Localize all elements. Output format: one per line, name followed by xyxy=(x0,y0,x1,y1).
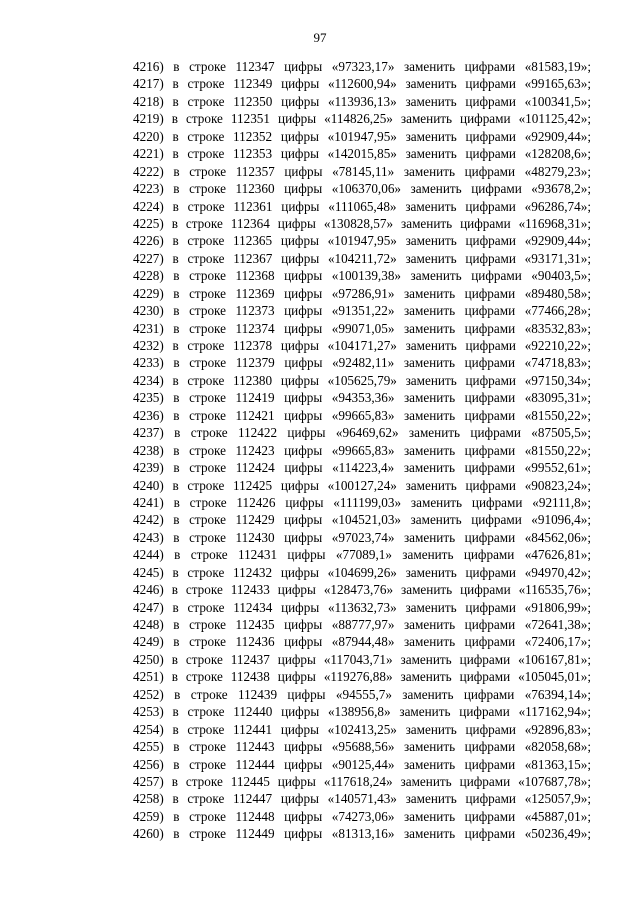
amendment-line: 4260) в строке 112449 цифры «81313,16» заменить цифрами «50236,49»; xyxy=(133,826,591,842)
amendment-line: 4245) в строке 112432 цифры «104699,26» заменить цифрами «94970,42»; xyxy=(133,564,591,580)
amendment-line: 4241) в строке 112426 цифры «111199,03» заменить цифрами «92111,8»; xyxy=(133,494,591,510)
amendment-line: 4259) в строке 112448 цифры «74273,06» заменить цифрами «45887,01»; xyxy=(133,808,591,824)
amendment-line: 4236) в строке 112421 цифры «99665,83» заменить цифрами «81550,22»; xyxy=(133,407,591,423)
amendment-line: 4222) в строке 112357 цифры «78145,11» заменить цифрами «48279,23»; xyxy=(133,163,591,179)
amendment-line: 4231) в строке 112374 цифры «99071,05» заменить цифрами «83532,83»; xyxy=(133,320,591,336)
amendment-line: 4254) в строке 112441 цифры «102413,25» заменить цифрами «92896,83»; xyxy=(133,721,591,737)
amendment-line: 4218) в строке 112350 цифры «113936,13» заменить цифрами «100341,5»; xyxy=(133,93,591,109)
amendment-line: 4230) в строке 112373 цифры «91351,22» заменить цифрами «77466,28»; xyxy=(133,303,591,319)
amendment-line: 4232) в строке 112378 цифры «104171,27» заменить цифрами «92210,22»; xyxy=(133,338,591,353)
amendment-line: 4238) в строке 112423 цифры «99665,83» заменить цифрами «81550,22»; xyxy=(133,442,591,458)
amendment-line: 4229) в строке 112369 цифры «97286,91» заменить цифрами «89480,58»; xyxy=(133,285,591,301)
amendment-line: 4224) в строке 112361 цифры «111065,48» заменить цифрами «96286,74»; xyxy=(133,198,591,214)
amendment-line: 4257) в строке 112445 цифры «117618,24» заменить цифрами «107687,78»; xyxy=(133,773,591,789)
amendment-line: 4225) в строке 112364 цифры «130828,57» заменить цифрами «116968,31»; xyxy=(133,215,591,231)
amendment-line: 4250) в строке 112437 цифры «117043,71» заменить цифрами «106167,81»; xyxy=(133,651,591,667)
amendment-line: 4219) в строке 112351 цифры «114826,25» заменить цифрами «101125,42»; xyxy=(133,111,591,127)
amendment-line: 4221) в строке 112353 цифры «142015,85» заменить цифрами «128208,6»; xyxy=(133,146,591,162)
amendment-line: 4242) в строке 112429 цифры «104521,03» заменить цифрами «91096,4»; xyxy=(133,512,591,528)
amendment-line: 4255) в строке 112443 цифры «95688,56» заменить цифрами «82058,68»; xyxy=(133,739,591,755)
page-number: 97 xyxy=(313,30,327,45)
amendment-line: 4253) в строке 112440 цифры «138956,8» заменить цифрами «117162,94»; xyxy=(133,704,591,720)
amendment-line: 4240) в строке 112425 цифры «100127,24» заменить цифрами «90823,24»; xyxy=(133,477,591,493)
amendment-line: 4228) в строке 112368 цифры «100139,38» заменить цифрами «90403,5»; xyxy=(133,268,591,284)
amendment-line: 4246) в строке 112433 цифры «128473,76» заменить цифрами «116535,76»; xyxy=(133,582,591,598)
amendment-line: 4227) в строке 112367 цифры «104211,72» заменить цифрами «93171,31»; xyxy=(133,250,591,266)
amendment-line: 4256) в строке 112444 цифры «90125,44» заменить цифрами «81363,15»; xyxy=(133,756,591,772)
amendment-line: 4223) в строке 112360 цифры «106370,06» заменить цифрами «93678,2»; xyxy=(133,181,591,197)
amendment-line: 4237) в строке 112422 цифры «96469,62» заменить цифрами «87505,5»; xyxy=(133,425,591,441)
amendment-line: 4217) в строке 112349 цифры «112600,94» заменить цифрами «99165,63»; xyxy=(133,76,591,92)
amendment-line: 4239) в строке 112424 цифры «114223,4» заменить цифрами «99552,61»; xyxy=(133,460,591,476)
amendment-line: 4251) в строке 112438 цифры «119276,88» заменить цифрами «105045,01»; xyxy=(133,669,591,685)
amendment-line: 4233) в строке 112379 цифры «92482,11» заменить цифрами «74718,83»; xyxy=(133,355,591,371)
amendment-line: 4247) в строке 112434 цифры «113632,73» заменить цифрами «91806,99»; xyxy=(133,599,591,615)
amendment-line: 4243) в строке 112430 цифры «97023,74» заменить цифрами «84562,06»; xyxy=(133,529,591,545)
amendment-line: 4234) в строке 112380 цифры «105625,79» заменить цифрами «97150,34»; xyxy=(133,372,591,388)
amendment-line: 4244) в строке 112431 цифры «77089,1» заменить цифрами «47626,81»; xyxy=(133,547,591,563)
amendment-line: 4226) в строке 112365 цифры «101947,95» заменить цифрами «92909,44»; xyxy=(133,233,591,249)
amendment-line: 4248) в строке 112435 цифры «88777,97» заменить цифрами «72641,38»; xyxy=(133,617,591,632)
amendment-line: 4220) в строке 112352 цифры «101947,95» заменить цифрами «92909,44»; xyxy=(133,128,591,144)
amendment-line: 4216) в строке 112347 цифры «97323,17» заменить цифрами «81583,19»; xyxy=(133,59,591,74)
amendment-list xyxy=(133,58,591,843)
amendment-line: 4258) в строке 112447 цифры «140571,43» заменить цифрами «125057,9»; xyxy=(133,791,591,807)
amendment-line: 4252) в строке 112439 цифры «94555,7» заменить цифрами «76394,14»; xyxy=(133,686,591,702)
amendment-line: 4235) в строке 112419 цифры «94353,36» заменить цифрами «83095,31»; xyxy=(133,390,591,406)
amendment-line: 4249) в строке 112436 цифры «87944,48» заменить цифрами «72406,17»; xyxy=(133,634,591,650)
